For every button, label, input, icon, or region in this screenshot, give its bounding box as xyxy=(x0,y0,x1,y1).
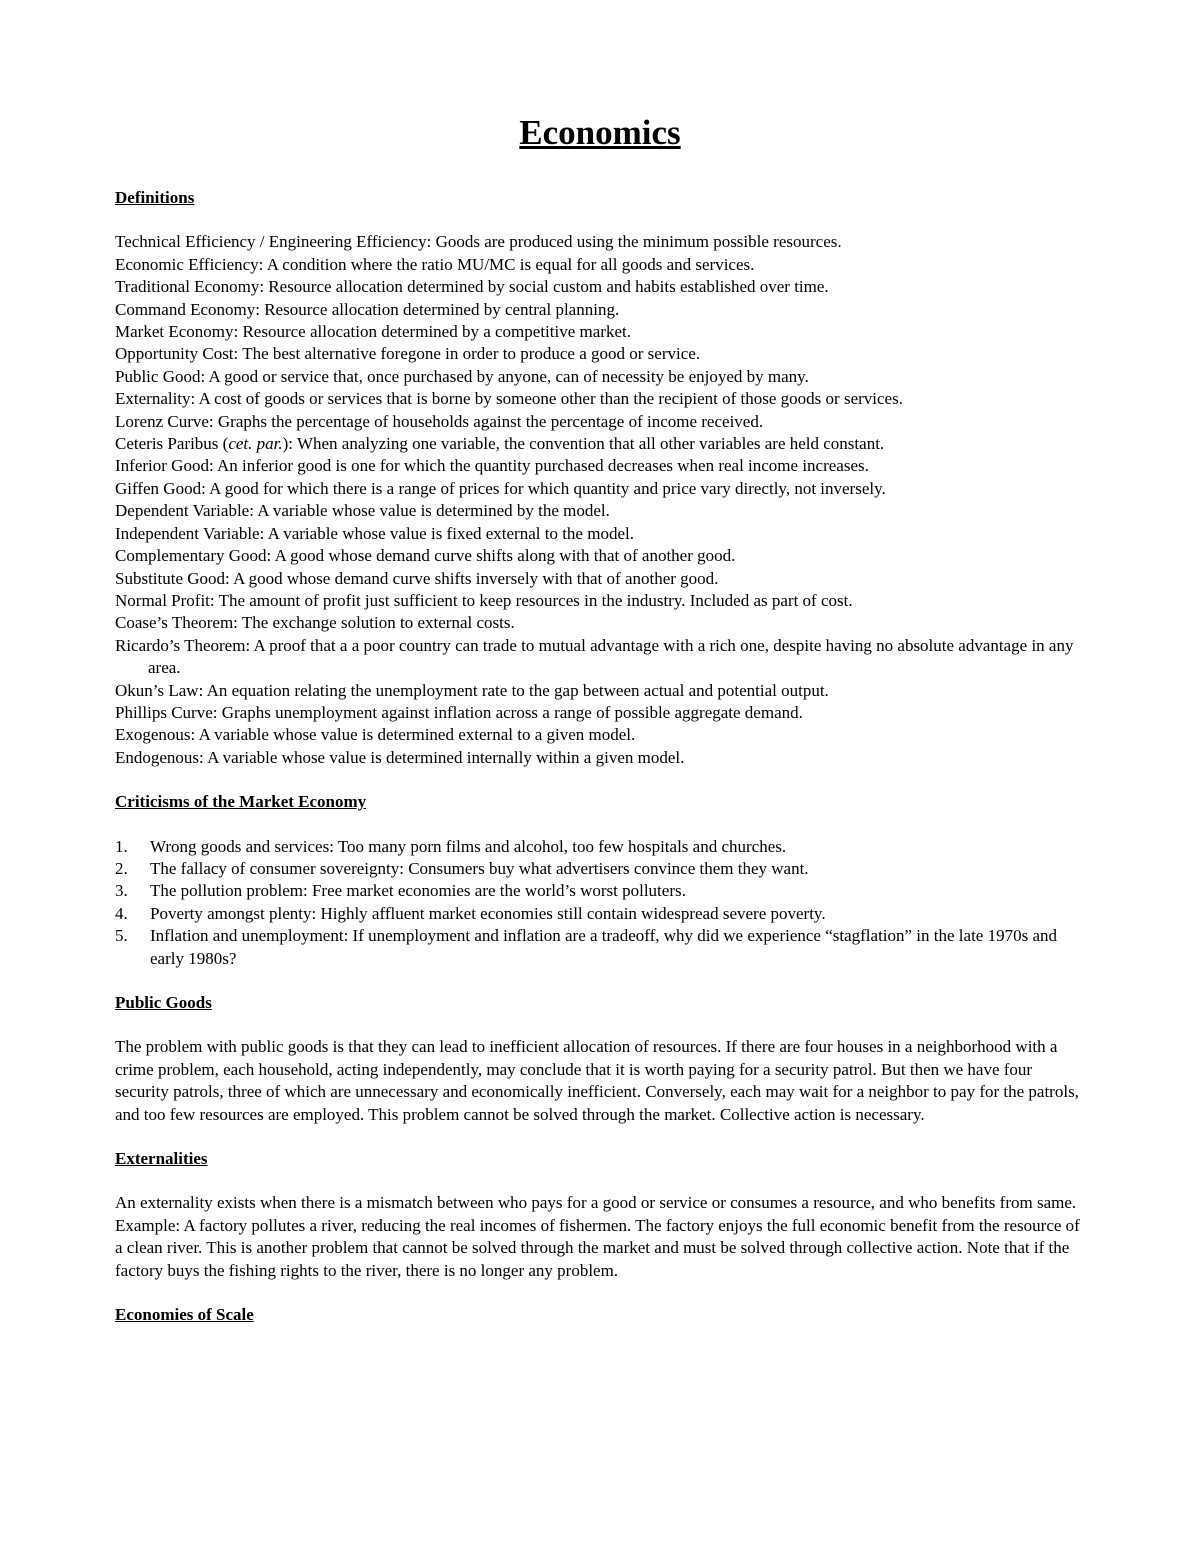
definition-line: Externality: A cost of goods or services that is borne by someone other than the recipient of those goods or services. xyxy=(115,389,903,409)
definition-line: Phillips Curve: Graphs unemployment against inflation across a range of possible aggregate demand. xyxy=(115,702,803,722)
definition-line: Ceteris Paribus (cet. par.): When analyzing one variable, the convention that all other variables are held constant. xyxy=(115,434,885,454)
list-item-text: Poverty amongst plenty: Highly affluent market economies still contain widespread severe poverty. xyxy=(150,903,826,923)
list-item-number: 2. xyxy=(115,858,128,878)
definition-line: Dependent Variable: A variable whose value is determined by the model. xyxy=(115,501,610,521)
definition-list xyxy=(115,231,1085,769)
section-externalities xyxy=(115,1148,1085,1282)
list-item-text: Inflation and unemployment: If unemployment and inflation are a tradeoff, why did we experience “stagflation” in the late 1970s and early 1980s? xyxy=(150,926,1058,968)
section-heading-criticisms: Criticisms of the Market Economy xyxy=(115,792,367,812)
section-economies-of-scale xyxy=(115,1304,1085,1326)
italic-text: cet. par. xyxy=(228,434,283,454)
list-item-number: 5. xyxy=(115,926,128,946)
section-heading-public-goods: Public Goods xyxy=(115,993,212,1012)
list-item-number: 3. xyxy=(115,881,128,901)
definition-line: Independent Variable: A variable whose value is fixed external to the model. xyxy=(115,523,634,543)
definition-line: Substitute Good: A good whose demand curve shifts inversely with that of another good. xyxy=(115,568,719,588)
list-item xyxy=(115,925,1085,970)
list-item-text: The pollution problem: Free market economies are the world’s worst polluters. xyxy=(150,881,686,901)
list-item xyxy=(115,858,1085,880)
section-heading-definitions: Definitions xyxy=(115,188,195,207)
definition-line: Traditional Economy: Resource allocation determined by social custom and habits established over time. xyxy=(115,277,829,297)
list-item xyxy=(115,903,1085,925)
definition-line: Opportunity Cost: The best alternative foregone in order to produce a good or service. xyxy=(115,344,701,364)
list-item xyxy=(115,880,1085,902)
section-heading-economies-of-scale: Economies of Scale xyxy=(115,1305,254,1325)
list-item xyxy=(115,836,1085,858)
section-public-goods xyxy=(115,992,1085,1126)
section-definitions xyxy=(115,187,1085,769)
document-body xyxy=(115,187,1085,1326)
definition-line: Public Good: A good or service that, once purchased by anyone, can of necessity be enjoyed by many. xyxy=(115,366,809,386)
definition-line: Giffen Good: A good for which there is a range of prices for which quantity and price vary directly, not inversely. xyxy=(115,478,886,498)
list-item-number: 4. xyxy=(115,903,128,923)
definition-line: Lorenz Curve: Graphs the percentage of households against the percentage of income received. xyxy=(115,411,764,431)
definition-line: Exogenous: A variable whose value is determined external to a given model. xyxy=(115,725,636,745)
list-item-number: 1. xyxy=(115,836,128,856)
document-title: Economics xyxy=(519,113,681,152)
definition-line: Market Economy: Resource allocation determined by a competitive market. xyxy=(115,322,631,342)
section-heading-externalities: Externalities xyxy=(115,1149,208,1169)
paragraph-externalities: An externality exists when there is a mismatch between who pays for a good or service or consumes a resource, and who benefits from same. Example: A factory pollutes a river, reducing the real incomes of fishermen. The factory enjoys the full economic benefit from the resource of a clean river. This is another problem that cannot be solved through the market and must be solved through collective action. Note that if the factory buys the fishing rights to the river, there is no longer any problem. xyxy=(115,1193,1080,1280)
definition-line: Ricardo’s Theorem: A proof that a a poor country can trade to mutual advantage with a rich one, despite having no absolute advantage in any area. xyxy=(115,635,1074,678)
definition-line: Endogenous: A variable whose value is determined internally within a given model. xyxy=(115,747,685,767)
definition-line: Complementary Good: A good whose demand curve shifts along with that of another good. xyxy=(115,546,736,566)
definition-line: Normal Profit: The amount of profit just sufficient to keep resources in the industry. Included as part of cost. xyxy=(115,590,853,610)
definition-line: Economic Efficiency: A condition where the ratio MU/MC is equal for all goods and services. xyxy=(115,254,755,274)
numbered-list xyxy=(115,836,1085,970)
definition-line: Technical Efficiency / Engineering Efficiency: Goods are produced using the minimum possible resources. xyxy=(115,232,842,252)
paragraph-public-goods: The problem with public goods is that they can lead to inefficient allocation of resources. If there are four houses in a neighborhood with a crime problem, each household, acting independently, may conclude that it is worth paying for a security patrol. But then we have four security patrols, three of which are unnecessary and economically inefficient. Conversely, each may wait for a neighbor to pay for the patrols, and too few resources are employed. This problem cannot be solved through the market. Collective action is necessary. xyxy=(115,1037,1079,1124)
definition-line: Inferior Good: An inferior good is one for which the quantity purchased decreases when real income increases. xyxy=(115,456,869,476)
section-criticisms xyxy=(115,791,1085,970)
definition-line: Command Economy: Resource allocation determined by central planning. xyxy=(115,299,620,319)
definition-line: Okun’s Law: An equation relating the unemployment rate to the gap between actual and potential output. xyxy=(115,680,829,700)
definition-line: Coase’s Theorem: The exchange solution to external costs. xyxy=(115,613,515,633)
list-item-text: The fallacy of consumer sovereignty: Consumers buy what advertisers convince them they want. xyxy=(150,858,809,878)
list-item-text: Wrong goods and services: Too many porn films and alcohol, too few hospitals and churches. xyxy=(150,836,787,856)
